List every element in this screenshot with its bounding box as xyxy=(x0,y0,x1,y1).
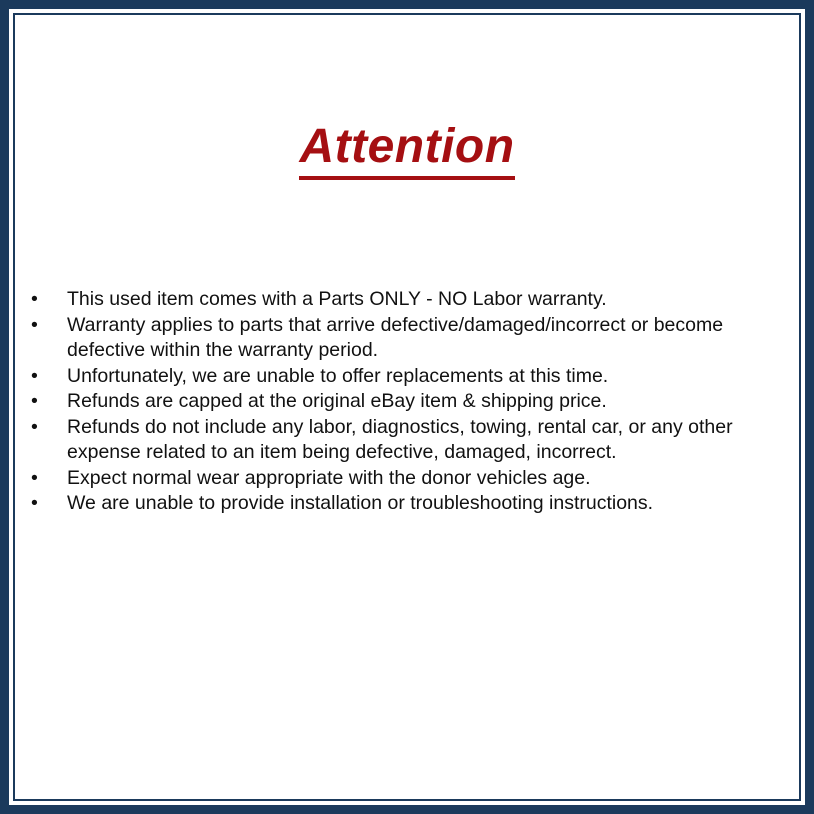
bullet-icon: • xyxy=(31,313,38,336)
list-item xyxy=(15,491,785,517)
bullet-icon: • xyxy=(31,415,38,438)
page-title-text: Attention xyxy=(299,119,514,180)
bullet-icon: • xyxy=(31,390,38,412)
list-item-text: Expect normal wear appropriate with the donor vehicles age. xyxy=(67,466,591,489)
notice-content xyxy=(15,15,799,799)
list-item-text: Refunds are capped at the original eBay item & shipping price. xyxy=(67,390,607,412)
bullet-icon: • xyxy=(31,288,38,310)
bullet-icon: • xyxy=(31,364,38,387)
list-item xyxy=(15,415,785,466)
list-item-text: This used item comes with a Parts ONLY - NO Labor warranty. xyxy=(67,288,607,310)
bullet-icon: • xyxy=(31,492,38,514)
list-item-text: Warranty applies to parts that arrive defective/damaged/incorrect or become defective within the warranty period. xyxy=(67,313,724,361)
list-item xyxy=(15,364,785,390)
list-item-text: We are unable to provide installation or troubleshooting instructions. xyxy=(67,492,654,514)
page-title xyxy=(15,119,799,180)
bullet-icon: • xyxy=(31,466,38,489)
list-item xyxy=(15,287,785,313)
list-item-text: Refunds do not include any labor, diagnostics, towing, rental car, or any other expense related to an item being defective, damaged, incorrect. xyxy=(67,415,733,463)
list-item xyxy=(15,389,785,415)
list-item xyxy=(15,466,785,492)
list-item-text: Unfortunately, we are unable to offer replacements at this time. xyxy=(67,364,609,387)
list-item xyxy=(15,313,785,364)
warranty-terms-list xyxy=(15,287,799,517)
